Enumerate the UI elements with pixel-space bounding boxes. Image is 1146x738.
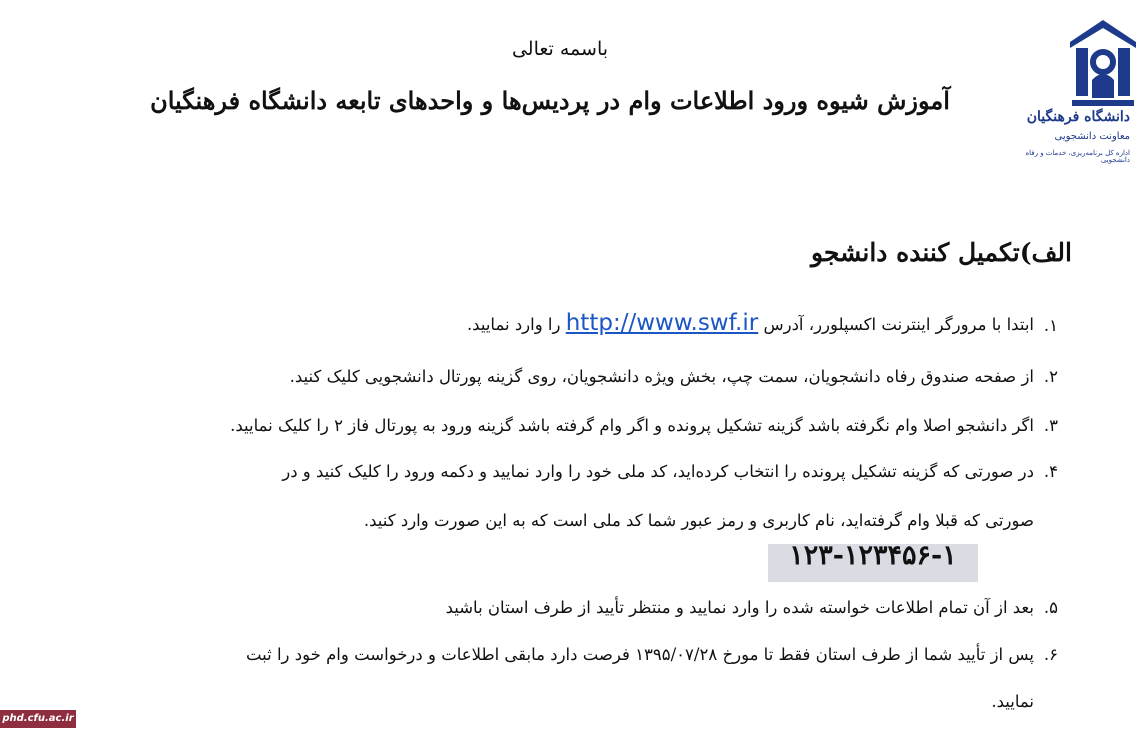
- site-watermark: phd.cfu.ac.ir: [0, 710, 76, 728]
- example-national-code: ۱۲۳-۱۲۳۴۵۶-۱: [789, 540, 957, 571]
- logo-name: دانشگاه فرهنگیان: [1026, 109, 1130, 125]
- item-3-text: اگر دانشجو اصلا وام نگرفته باشد گزینه تشکیل پرونده و اگر وام گرفته باشد گزینه ورود به پورتال فاز ۲ را کلیک نمایید.: [230, 416, 1034, 435]
- item-1: [467, 310, 1034, 336]
- item-5-number: ۵.: [1043, 598, 1058, 617]
- section-title: الف)تکمیل کننده دانشجو: [811, 238, 1072, 267]
- basmala: باسمه تعالی: [511, 38, 609, 60]
- item-5-text: بعد از آن تمام اطلاعات خواسته شده را وارد نمایید و منتظر تأیید از طرف استان باشید: [445, 598, 1034, 617]
- university-logo: [1025, 18, 1138, 168]
- item-6-number: ۶.: [1043, 645, 1058, 664]
- item-4-line2: صورتی که قبلا وام گرفته‌اید، نام کاربری و رمز عبور شما کد ملی است که به این صورت وارد کنید.: [363, 511, 1034, 530]
- item-3-number: ۳.: [1043, 416, 1058, 435]
- item-4-number: ۴.: [1043, 462, 1058, 481]
- logo-line2: معاونت دانشجویی: [1054, 131, 1130, 142]
- item-2-number: ۲.: [1043, 367, 1058, 386]
- logo-line3: اداره کل برنامه‌ریزی، خدمات و رفاه دانشجویی: [1025, 149, 1130, 164]
- item-6-line2: نمایید.: [991, 692, 1034, 711]
- item-1-text-after: را وارد نمایید.: [466, 315, 561, 334]
- item-6-line1: پس از تأیید شما از طرف استان فقط تا مورخ ۱۳۹۵/۰۷/۲۸ فرصت دارد مابقی اطلاعات و درخواست وام خود را ثبت: [245, 645, 1034, 664]
- item-1-text-before: ابتدا با مرورگر اینترنت اکسپلورر، آدرس: [763, 315, 1034, 334]
- document-title: آموزش شیوه ورود اطلاعات وام در پردیس‌ها و واحدهای تابعه دانشگاه فرهنگیان: [150, 86, 950, 115]
- item-2-text: از صفحه صندوق رفاه دانشجویان، سمت چپ، بخش ویژه دانشجویان، روی گزینه پورتال دانشجویی کلیک کنید.: [289, 367, 1034, 386]
- item-1-number: ۱.: [1043, 316, 1058, 335]
- swf-link[interactable]: http://www.swf.ir: [565, 310, 759, 336]
- logo-emblem-icon: [1068, 18, 1138, 110]
- item-4-line1: در صورتی که گزینه تشکیل پرونده را انتخاب کرده‌اید، کد ملی خود را وارد نمایید و دکمه ورود را کلیک کنید و در: [282, 462, 1034, 481]
